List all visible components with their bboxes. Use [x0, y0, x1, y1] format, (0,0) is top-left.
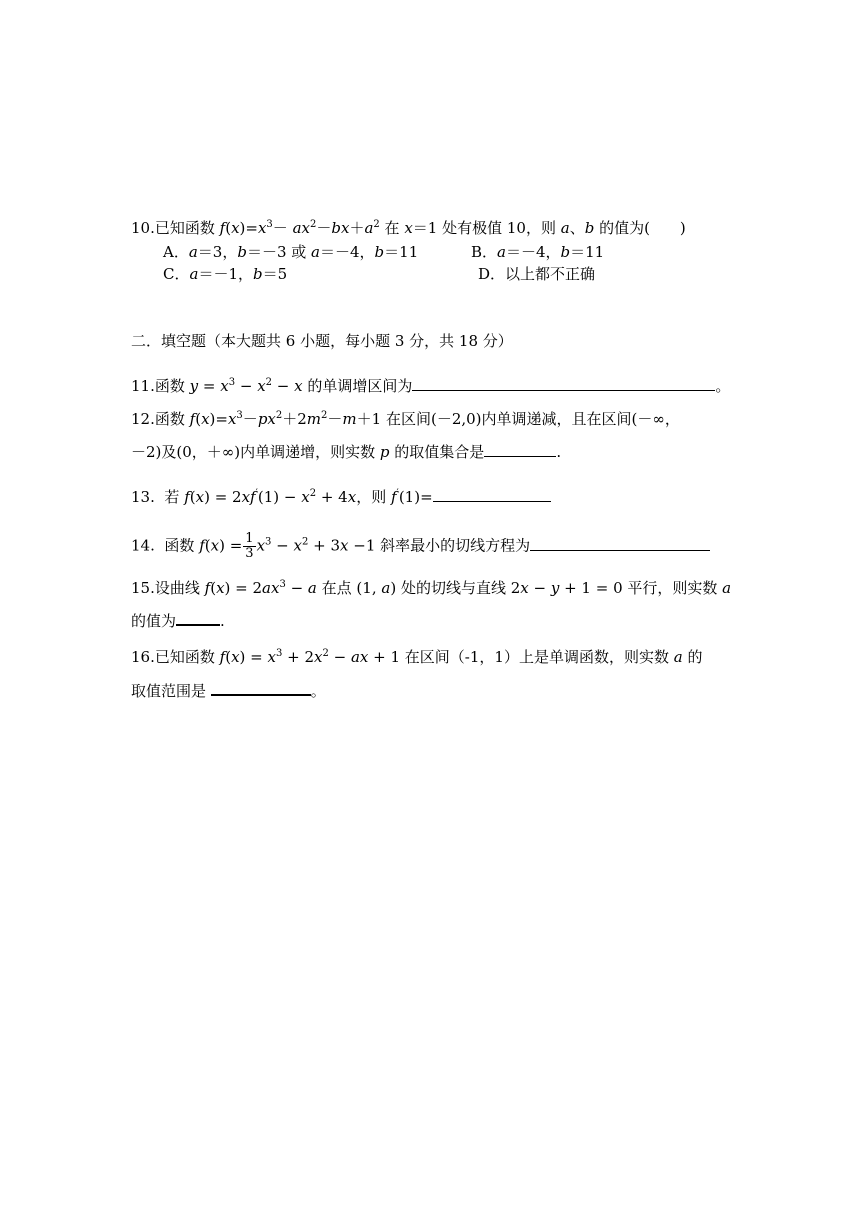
q10-option-d: D．以上都不正确	[478, 265, 596, 283]
answer-blank[interactable]	[484, 442, 556, 457]
q14-number: 14.	[131, 536, 155, 555]
answer-blank[interactable]	[211, 680, 311, 696]
answer-blank[interactable]	[433, 487, 551, 502]
q16-line2: 取值范围是 。	[131, 682, 326, 700]
q10-stem: 10.已知函数 $f(x)=x^3- ax^2-bx+a^2$ 在 x＝1 处有极值 10，则 a、b 的值为( )	[131, 219, 686, 237]
q10-option-c: C．a＝－1，b＝5	[163, 265, 288, 283]
q13-number: 13.	[131, 488, 155, 506]
q12-number: 12.	[131, 410, 155, 428]
fraction-one-third: $\frac{1}{3}$	[245, 531, 254, 561]
answer-blank[interactable]	[176, 610, 220, 626]
q12-line2: －2)及(0，＋∞)内单调递增，则实数 p 的取值集合是 .	[131, 443, 562, 461]
q12-line1: 12.函数 $f(x)=x^3-px^2+2m^2-m+1$ 在区间(－2,0)内单调递减，且在区间(－∞，	[131, 410, 680, 428]
q11: 11.函数 $y = x^3 - x^2 - x$ 的单调增区间为 。	[131, 377, 731, 395]
q10-number: 10.	[131, 219, 155, 237]
q15-line1: 15.设曲线 $f(x) = 2ax^3 - a$ 在点 (1, a) 处的切线与直线 2x − y + 1 = 0 平行，则实数 a	[131, 579, 732, 597]
answer-blank[interactable]	[530, 536, 710, 551]
q11-number: 11.	[131, 377, 155, 395]
q16-line1: 16.已知函数 $f(x) = x^3 + 2x^2$ − ax + 1 在区间（-1，1）上是单调函数，则实数 a 的	[131, 648, 703, 666]
section-heading: 二．填空题（本大题共 6 小题，每小题 3 分，共 18 分）	[131, 332, 513, 350]
answer-blank[interactable]	[412, 376, 715, 391]
q13: 13. 若 $f(x) = 2xf'(1) - x^2 + 4x$，则 f′(1)=	[131, 487, 551, 507]
q15-line2: 的值为 .	[131, 612, 225, 630]
q10-option-b: B．a＝－4，b＝11	[471, 243, 605, 261]
q15-number: 15.	[131, 579, 155, 597]
q14: 14. 函数 f(x) = $\frac{1}{3}$ $x^3 - x^2 + 3x -1$ 斜率最小的切线方程为	[131, 532, 710, 561]
q16-number: 16.	[131, 648, 155, 666]
q10-option-a: A．a＝3，b＝－3 或 a＝－4，b＝11	[163, 243, 419, 261]
